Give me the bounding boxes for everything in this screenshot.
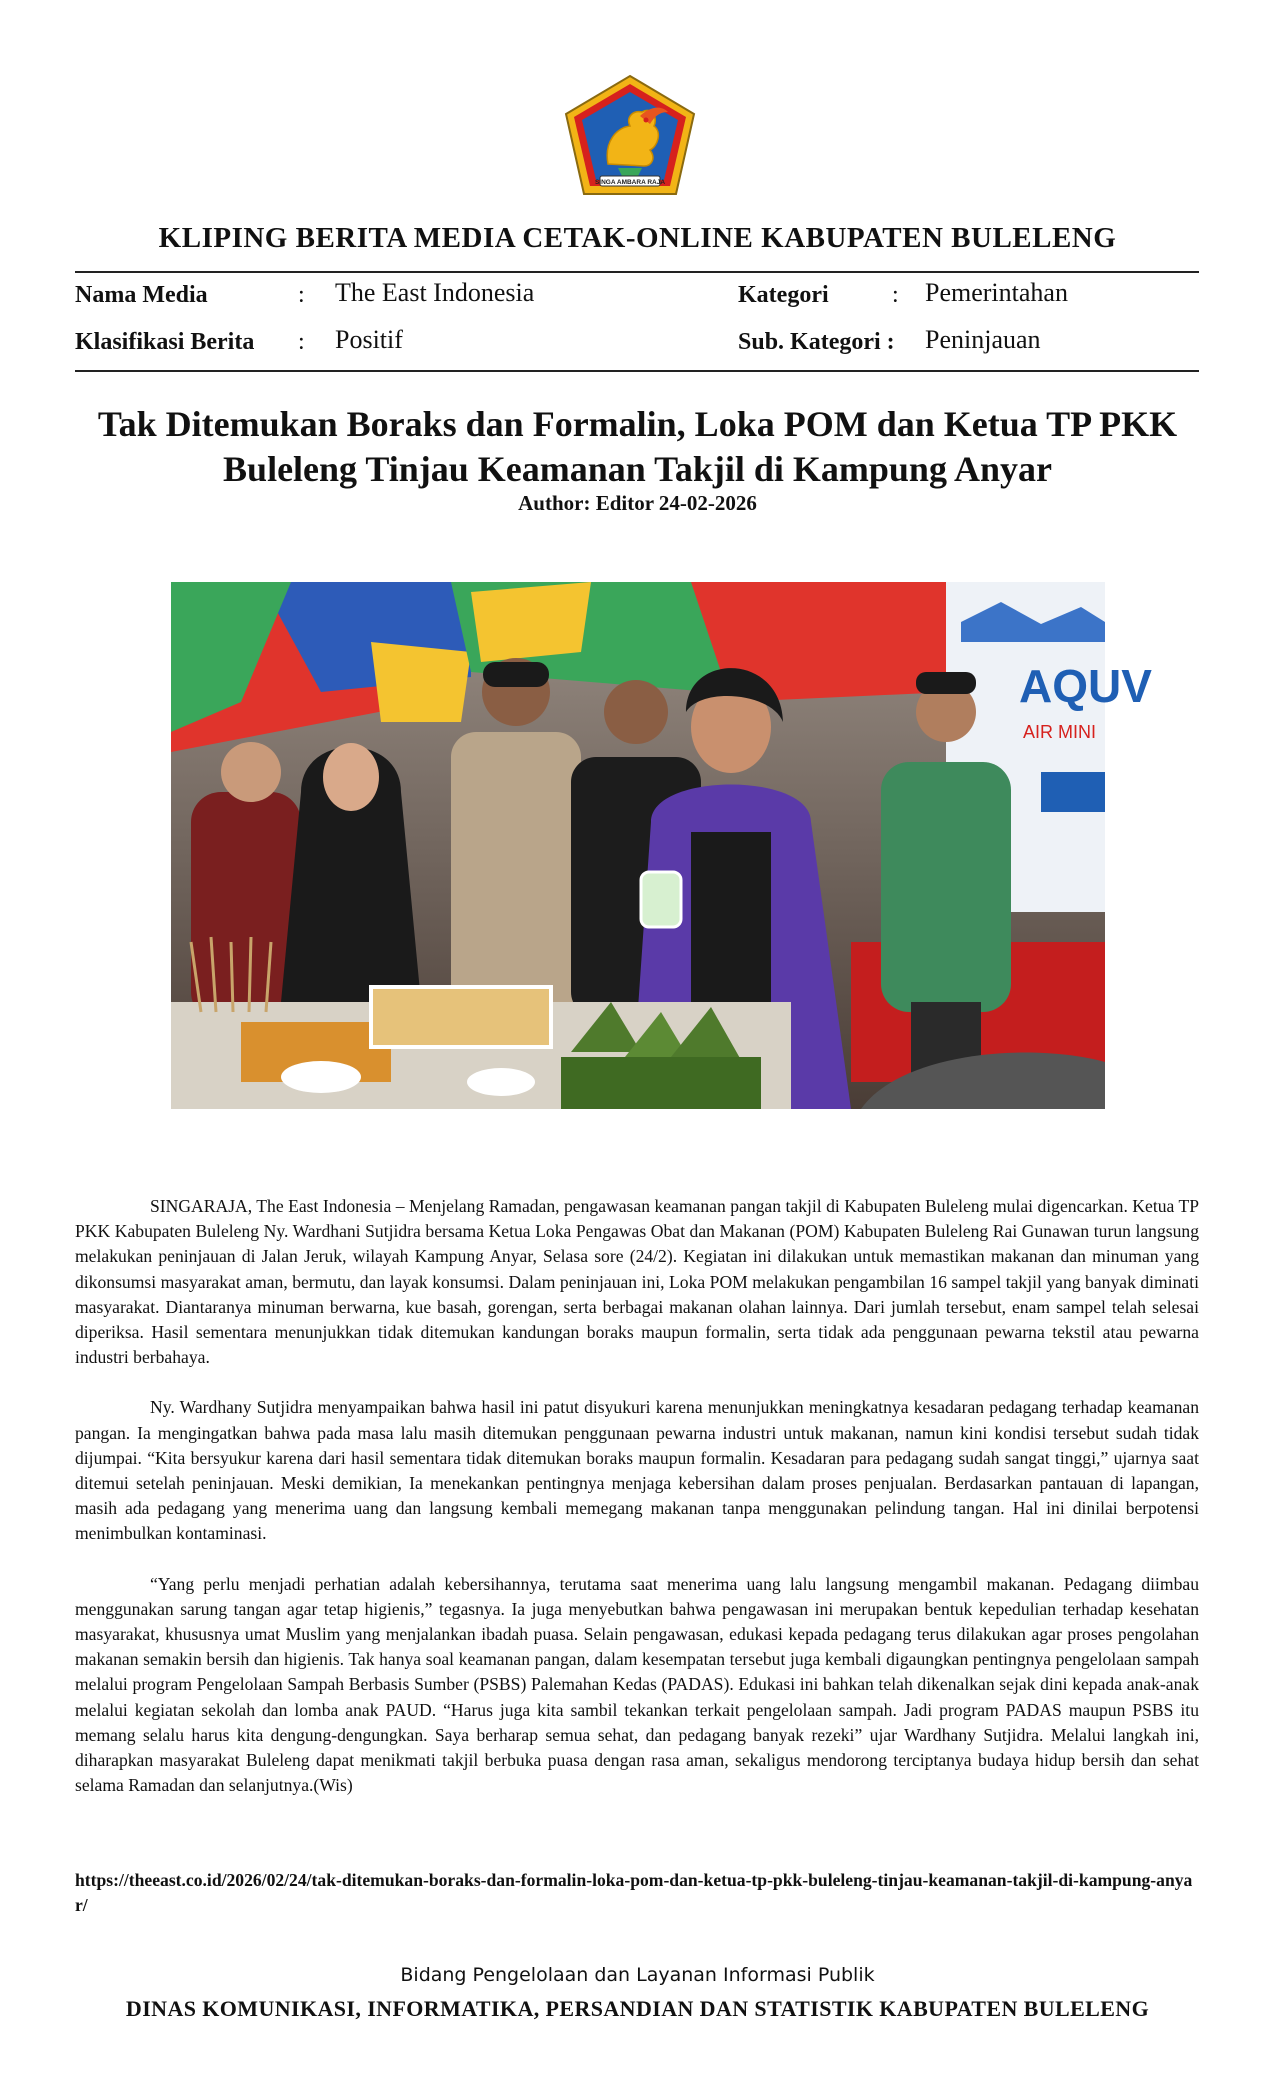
article-title-line1: Tak Ditemukan Boraks dan Formalin, Loka POM dan Ketua TP PKK [97, 404, 1178, 444]
media-value: The East Indonesia [335, 278, 535, 307]
article-title [80, 402, 1195, 492]
media-label: Nama Media [75, 282, 208, 308]
klasifikasi-colon: : [298, 329, 305, 355]
kategori-label: Kategori [738, 282, 829, 308]
article-author: Author: Editor 24-02-2026 [518, 491, 757, 515]
footer-agency: DINAS KOMUNIKASI, INFORMATIKA, PERSANDIAN DAN STATISTIK KABUPATEN BULELENG [125, 1996, 1150, 2021]
article-paragraph: “Yang perlu menjadi perhatian adalah kebersihannya, terutama saat menerima uang lalu langsung mengambil makanan. Pedagang diimbau menggunakan sarung tangan agar tetap higienis,” tegasnya. Ia juga menyebutkan bahwa pengawasan ini merupakan bentuk kepedulian terhadap kesehatan masyarakat, khususnya umat Muslim yang menjalankan ibadah puasa. Selain pengawasan, edukasi kepada pedagang terus dilakukan agar proses pengolahan makanan semakin bersih dan higienis. Tak hanya soal keamanan pangan, dalam kesempatan tersebut juga kembali digaungkan pentingnya pengelolaan sampah melalui program Pengelolaan Sampah Berbasis Sumber (PSBS) Palemahan Kedas (PADAS). Edukasi ini bahkan telah dikenalkan sejak dini kepada anak-anak melalui kegiatan sekolah dan lomba anak PAUD. “Harus juga kita sambil tekankan terkait pengelolaan sampah. Jadi program PADAS maupun PSBS itu memang selalu harus kita dengung-dengungkan. Saya berharap semua sehat, dan pedagang banyak rezeki” ujar Wardhany Sutjidra. Melalui langkah ini, diharapkan masyarakat Buleleng dapat menikmati takjil berbuka puasa dengan rasa aman, sekaligus mendorong terciptanya budaya hidup bersih dan sehat selama Ramadan dan selanjutnya.(Wis) [75, 1573, 1199, 1796]
kategori-value: Pemerintahan [925, 278, 1068, 307]
header-rule-top [75, 271, 1199, 273]
article-title-line2: Buleleng Tinjau Keamanan Takjil di Kampung Anyar [223, 449, 1052, 489]
article-body [75, 1194, 1199, 1823]
banner-brand-text: AQUV [1019, 660, 1152, 712]
fried-snacks-basket [371, 987, 551, 1047]
media-colon: : [298, 282, 305, 308]
subkategori-label: Sub. Kategori : [738, 329, 895, 355]
article-photo [171, 582, 1152, 1109]
subkategori-value: Peninjauan [925, 325, 1041, 354]
banner-sub-text: AIR MINI [1023, 722, 1097, 742]
kategori-colon: : [892, 282, 899, 308]
article-paragraph: Ny. Wardhany Sutjidra menyampaikan bahwa hasil ini patut disyukuri karena menunjukkan meningkatnya kesadaran pedagang terhadap keamanan pangan. Ia mengingatkan bahwa pada masa lalu masih ditemukan penggunaan pewarna industri untuk makanan, namun kini kondisi tersebut sudah tidak dijumpai. “Kita bersyukur karena dari hasil sementara tidak ditemukan boraks maupun formalin. Kesadaran para pedagang sudah sangat tinggi,” ujarnya saat ditemui setelah peninjauan. Meski demikian, Ia menekankan pentingnya menjaga kebersihan dalam proses penjualan. Berdasarkan pantauan di lapangan, masih ada pedagang yang menerima uang dan langsung kembali memegang makanan tanpa menggunakan pelindung tangan. Hal ini dinilai berpotensi menimbulkan kontaminasi. [75, 1397, 1199, 1544]
klasifikasi-value: Positif [335, 325, 403, 354]
regency-crest-logo [560, 72, 700, 200]
crest-motto: SINGA AMBARA RAJA [594, 179, 666, 186]
footer-division: Bidang Pengelolaan dan Layanan Informasi Publik [400, 1964, 875, 1986]
article-paragraph: SINGARAJA, The East Indonesia – Menjelang Ramadan, pengawasan keamanan pangan takjil di Kabupaten Buleleng mulai digencarkan. Ketua TP PKK Kabupaten Buleleng Ny. Wardhani Sutjidra bersama Ketua Loka Pengawas Obat dan Makanan (POM) Kabupaten Buleleng Rai Gunawan turun langsung melakukan peninjauan di Jalan Jeruk, wilayah Kampung Anyar, Selasa sore (24/2). Kegiatan ini dilakukan untuk memastikan makanan dan minuman yang dikonsumsi masyarakat aman, bermutu, dan layak konsumsi. Dalam peninjauan ini, Loka POM melakukan pengambilan 16 sampel takjil yang banyak diminati masyarakat. Diantaranya minuman berwarna, kue basah, gorengan, serta berbagai makanan olahan lainnya. Dari jumlah tersebut, enam sampel telah selesai diperiksa. Hasil sementara menunjukkan tidak ditemukan kandungan boraks maupun formalin, serta tidak ada penggunaan pewarna tekstil atau pewarna industri berbahaya. [75, 1196, 1199, 1368]
source-url-link[interactable]: https://theeast.co.id/2026/02/24/tak-ditemukan-boraks-dan-formalin-loka-pom-dan-ketua-tp-pkk-buleleng-tinjau-keamanan-takjil-di-kampung-anyar/ [75, 1870, 1193, 1915]
clipping-header-title: KLIPING BERITA MEDIA CETAK-ONLINE KABUPATEN BULELENG [158, 222, 1117, 254]
takjil-sample-cup [641, 872, 681, 927]
header-rule-bottom [75, 370, 1199, 372]
klasifikasi-label: Klasifikasi Berita [75, 329, 255, 355]
